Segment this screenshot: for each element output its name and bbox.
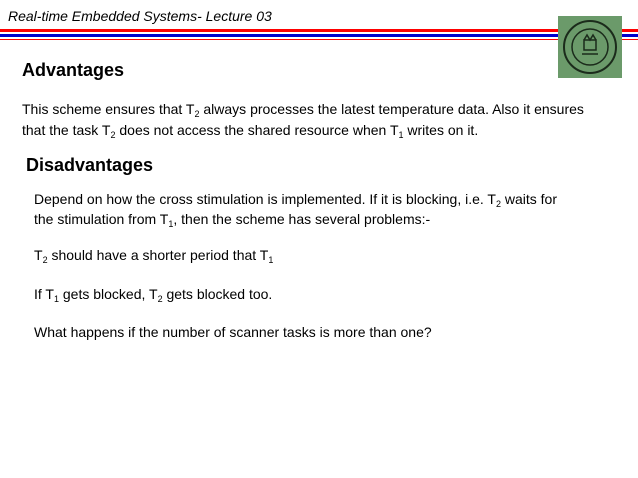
disadvantages-line-2: the stimulation from $T_1$, then the scheme has several problems:- bbox=[34, 211, 431, 229]
problem-blocked: If $T_1$ gets blocked, $T_2$ gets blocked too. bbox=[34, 286, 273, 304]
header-stripe-blue bbox=[0, 34, 638, 37]
header-stripe-red-thin bbox=[0, 39, 638, 40]
advantages-line-2: that the task $T_2$ does not access the shared resource when $T_1$ writes on it. bbox=[22, 122, 479, 140]
seal-icon bbox=[558, 16, 622, 78]
disadvantages-line-1: Depend on how the cross stimulation is implemented. If it is blocking, i.e. $T_2$ waits for bbox=[34, 191, 557, 209]
advantages-heading: Advantages bbox=[22, 60, 125, 80]
header-stripe-red bbox=[0, 29, 638, 32]
institute-logo bbox=[558, 16, 622, 78]
lecture-title: Real-time Embedded Systems- Lecture 03 bbox=[8, 8, 272, 24]
problem-period: $T_2$ should have a shorter period that $T_1$ bbox=[34, 247, 274, 265]
problem-scanner-tasks: What happens if the number of scanner tasks is more than one? bbox=[34, 324, 432, 340]
disadvantages-heading: Disadvantages bbox=[26, 155, 154, 175]
advantages-line-1: This scheme ensures that $T_2$ always processes the latest temperature data. Also it ensures bbox=[22, 101, 584, 119]
